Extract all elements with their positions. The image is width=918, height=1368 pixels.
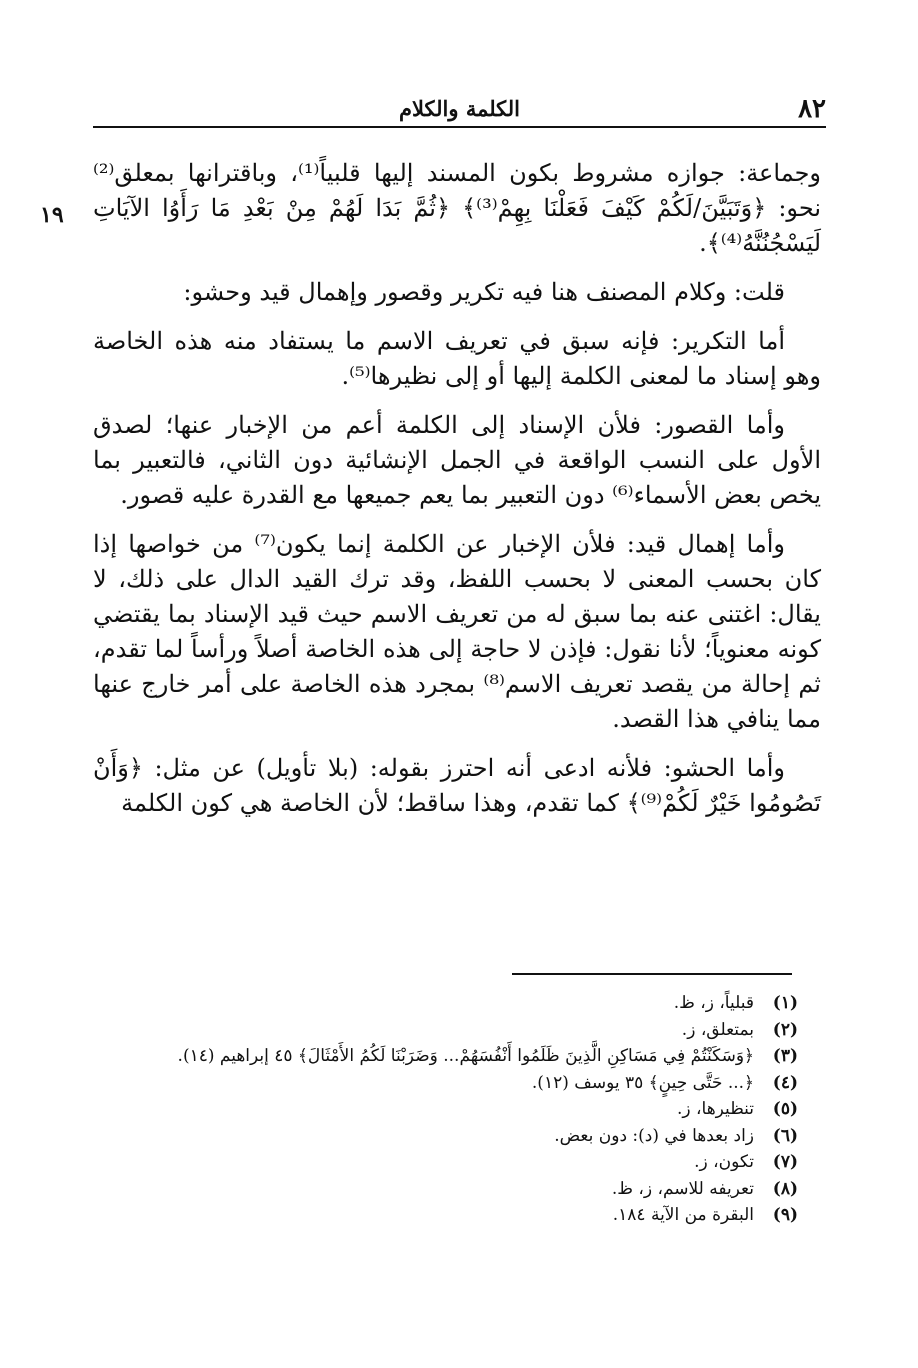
footnote <box>60 1123 798 1150</box>
footnote-number: (٧) <box>772 1152 798 1172</box>
paragraph: قلت: وكلام المصنف هنا فيه تكرير وقصور وإهمال قيد وحشو: <box>183 278 785 306</box>
page-header <box>93 92 826 126</box>
footnote <box>60 1176 798 1203</box>
footnote <box>60 1043 798 1070</box>
footnote-number: (٥) <box>772 1099 798 1119</box>
page-number: ٨٢ <box>798 94 826 124</box>
footnote <box>60 1202 798 1229</box>
paragraph: أما التكرير: فإنه سبق في تعريف الاسم ما يستفاد منه هذه الخاصة وهو إسناد ما لمعنى الكلمة إليها أو إلى نظيرها⁽⁵⁾. <box>93 327 821 390</box>
footnote-text: بمتعلق، ز. <box>681 1019 754 1040</box>
footnote-text: زاد بعدها في (د): دون بعض. <box>554 1125 754 1146</box>
footnote-text: البقرة من الآية ١٨٤. <box>612 1205 754 1225</box>
footnotes <box>60 990 798 1229</box>
footnote <box>60 990 798 1017</box>
footnote-number: (٨) <box>772 1178 798 1199</box>
paragraph: وأما القصور: فلأن الإسناد إلى الكلمة أعم من الإخبار عنها؛ لصدق الأول على النسب الواقعة في الجمل الإنشائية دون الثاني، فالتعبير بما يخص بعض الأسماء⁽⁶⁾ دون التعبير بما يعم جميعها مع القدرة عليه قصور. <box>93 411 821 509</box>
footnote-number: (٤) <box>772 1072 798 1093</box>
footnote-number: (٩) <box>772 1205 798 1225</box>
paragraph: وأما الحشو: فلأنه ادعى أنه احترز بقوله: (بلا تأويل) عن مثل: ﴿وَأَنْ تَصُومُوا خَيْرٌ لَكُمْ⁽⁹⁾﴾ كما تقدم، وهذا ساقط؛ لأن الخاصة هي كون الكلمة <box>93 754 821 817</box>
footnote-number: (٢) <box>772 1019 798 1040</box>
paragraph: وجماعة: جوازه مشروط بكون المسند إليها قلبياً⁽¹⁾، وباقترانها بمعلق⁽²⁾ نحو: ﴿وَتَبَيَّنَ/لَكُمْ كَيْفَ فَعَلْنَا بِهِمْ⁽³⁾﴾ ﴿ثُمَّ بَدَا لَهُمْ مِنْ بَعْدِ مَا رَأَوُا الآيَاتِ لَيَسْجُنُنَّهُ⁽⁴⁾﴾. <box>93 159 821 257</box>
footnote-text: تكون، ز. <box>694 1152 754 1172</box>
footnote-separator <box>512 973 792 975</box>
footnote-number: (٣) <box>772 1046 798 1066</box>
footnote-number: (٦) <box>772 1125 798 1146</box>
margin-number: ١٩ <box>40 202 64 228</box>
body-text <box>93 156 821 835</box>
running-title: الكلمة والكلام <box>399 96 520 121</box>
footnote-text: ﴿وَسَكَنْتُمْ فِي مَسَاكِنِ الَّذِينَ ظَلَمُوا أَنْفُسَهُمْ... وَضَرَبْنَا لَكُمُ الأَمْثَالَ﴾ ٤٥ إبراهيم (١٤). <box>177 1046 754 1066</box>
footnote-text: قبلياً، ز، ظ. <box>673 993 754 1013</box>
footnote-number: (١) <box>772 993 798 1013</box>
footnote <box>60 1070 798 1097</box>
footnote <box>60 1149 798 1176</box>
footnote-text: تنظيرها، ز. <box>677 1099 754 1119</box>
footnote <box>60 1096 798 1123</box>
header-rule <box>93 126 826 128</box>
footnote-text: تعريفه للاسم، ز، ظ. <box>611 1178 754 1199</box>
footnote-text: ﴿... حَتَّى حِينٍ﴾ ٣٥ يوسف (١٢). <box>531 1072 754 1093</box>
paragraph: وأما إهمال قيد: فلأن الإخبار عن الكلمة إنما يكون⁽⁷⁾ من خواصها إذا كان بحسب المعنى لا بحسب اللفظ، وقد ترك القيد الدال على ذلك، لا يقال: اغتنى عنه بما سبق له من تعريف الاسم حيث قيد الإسناد بما يقتضي كونه معنوياً؛ لأنا نقول: فإذن لا حاجة إلى هذه الخاصة أصلاً ورأساً لما تقدم، ثم إحالة من يقصد تعريف الاسم⁽⁸⁾ بمجرد هذه الخاصة على أمر خارج عنها مما ينافي هذا القصد. <box>93 530 821 733</box>
footnote <box>60 1017 798 1044</box>
